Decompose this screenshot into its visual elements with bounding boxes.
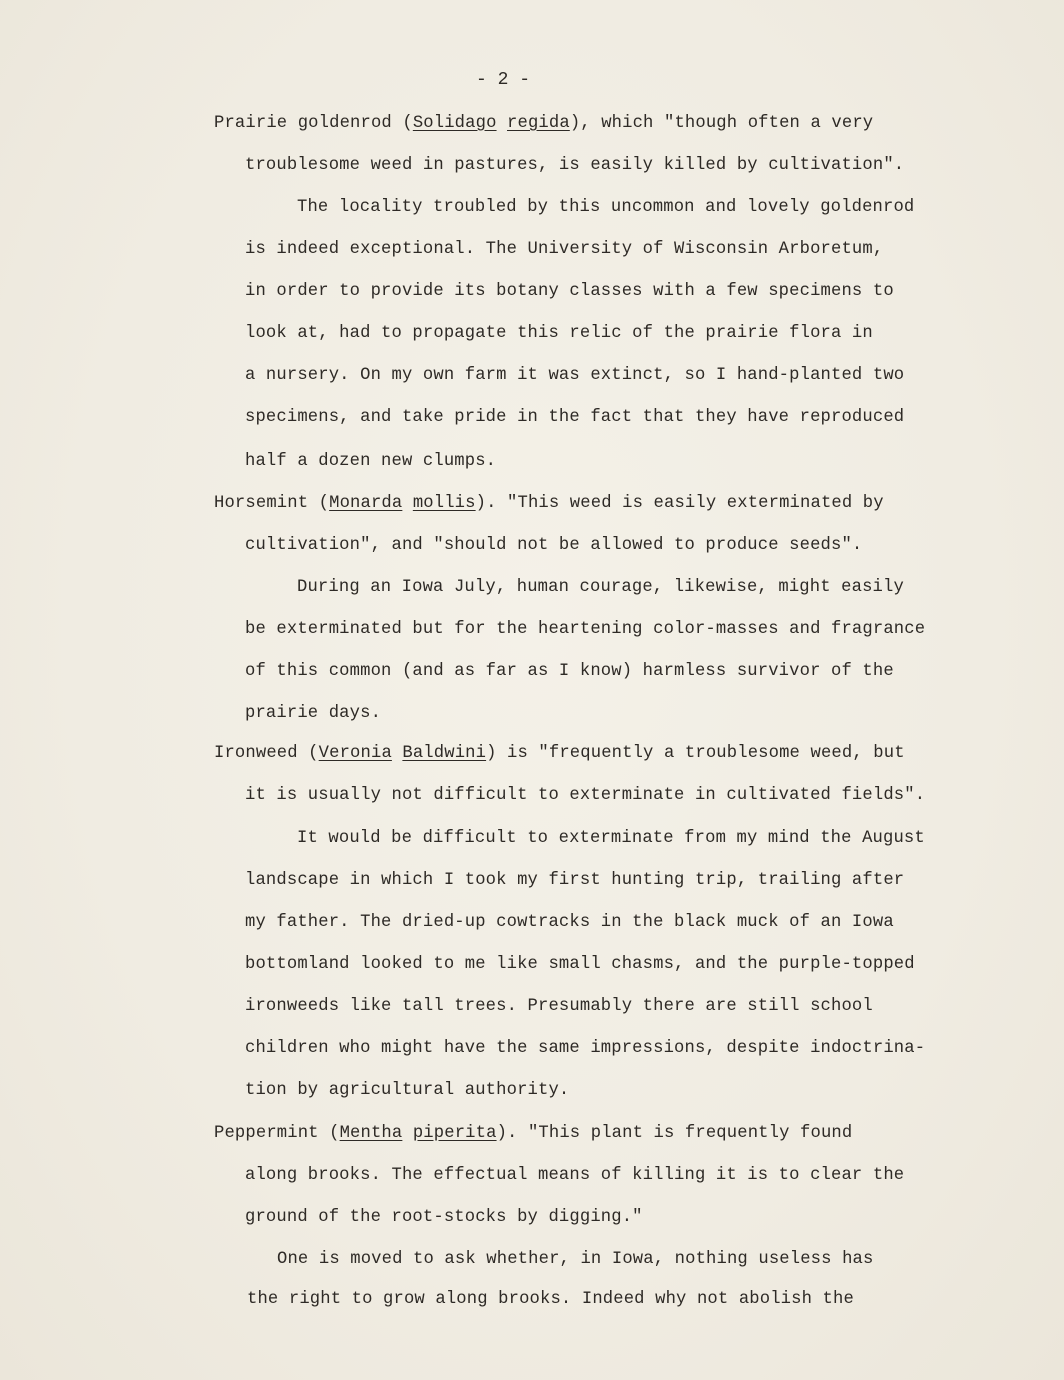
- ironweed-entry-line-1: Ironweed (Veronia Baldwini) is "frequently a troublesome weed, but: [214, 744, 905, 763]
- scientific-name-genus: Mentha: [339, 1124, 403, 1143]
- scientific-name-species: regida: [507, 114, 570, 133]
- scientific-name-genus: Solidago: [412, 114, 497, 133]
- ironweed-comment-line: ironweeds like tall trees. Presumably there are still school: [245, 997, 873, 1016]
- ironweed-comment-line: bottomland looked to me like small chasms, and the purple-topped: [245, 955, 915, 974]
- scientific-name-species: piperita: [412, 1124, 497, 1143]
- horsemint-comment-line: of this common (and as far as I know) harmless survivor of the: [245, 662, 894, 681]
- peppermint-entry-line-1: Peppermint (Mentha piperita). "This plant is frequently found: [214, 1124, 853, 1143]
- horsemint-comment-line: During an Iowa July, human courage, likewise, might easily: [297, 578, 904, 597]
- scientific-name-genus: Veronia: [318, 744, 392, 763]
- ironweed-comment-line: landscape in which I took my first hunting trip, trailing after: [245, 871, 905, 890]
- ironweed-entry-line-2: it is usually not difficult to exterminate in cultivated fields".: [245, 786, 926, 805]
- peppermint-entry-line-2: along brooks. The effectual means of killing it is to clear the: [245, 1166, 905, 1185]
- goldenrod-comment-line: in order to provide its botany classes with a few specimens to: [245, 282, 894, 301]
- horsemint-entry-line-2: cultivation", and "should not be allowed to produce seeds".: [245, 536, 863, 555]
- goldenrod-comment-line: specimens, and take pride in the fact that they have reproduced: [245, 408, 905, 427]
- ironweed-comment-line: my father. The dried-up cowtracks in the black muck of an Iowa: [245, 913, 894, 932]
- horsemint-comment-line: prairie days.: [245, 704, 382, 723]
- peppermint-entry-line-3: ground of the root-stocks by digging.": [245, 1208, 643, 1227]
- goldenrod-comment-line: look at, had to propagate this relic of the prairie flora in: [245, 324, 873, 343]
- scientific-name-species: Baldwini: [402, 744, 487, 763]
- horsemint-comment-line: be exterminated but for the heartening color-masses and fragrance: [245, 620, 926, 639]
- peppermint-comment-line: One is moved to ask whether, in Iowa, nothing useless has: [277, 1250, 874, 1269]
- goldenrod-comment-line: is indeed exceptional. The University of Wisconsin Arboretum,: [245, 240, 884, 259]
- ironweed-comment-line: tion by agricultural authority.: [245, 1081, 570, 1100]
- ironweed-comment-line: children who might have the same impressions, despite indoctrina-: [245, 1039, 926, 1058]
- horsemint-entry-line-1: Horsemint (Monarda mollis). "This weed is easily exterminated by: [214, 494, 884, 513]
- scientific-name-species: mollis: [412, 494, 476, 513]
- goldenrod-comment-line: half a dozen new clumps.: [245, 452, 497, 471]
- peppermint-comment-line: the right to grow along brooks. Indeed why not abolish the: [247, 1290, 854, 1309]
- page-number: - 2 -: [476, 70, 531, 90]
- goldenrod-entry-line-2: troublesome weed in pastures, is easily killed by cultivation".: [245, 156, 905, 175]
- goldenrod-comment-line: a nursery. On my own farm it was extinct, so I hand-planted two: [245, 366, 905, 385]
- ironweed-comment-line: It would be difficult to exterminate from my mind the August: [297, 829, 925, 848]
- goldenrod-comment-line: The locality troubled by this uncommon and lovely goldenrod: [297, 198, 915, 217]
- scientific-name-genus: Monarda: [329, 494, 403, 513]
- goldenrod-entry-line-1: Prairie goldenrod (Solidago regida), which "though often a very: [214, 114, 874, 133]
